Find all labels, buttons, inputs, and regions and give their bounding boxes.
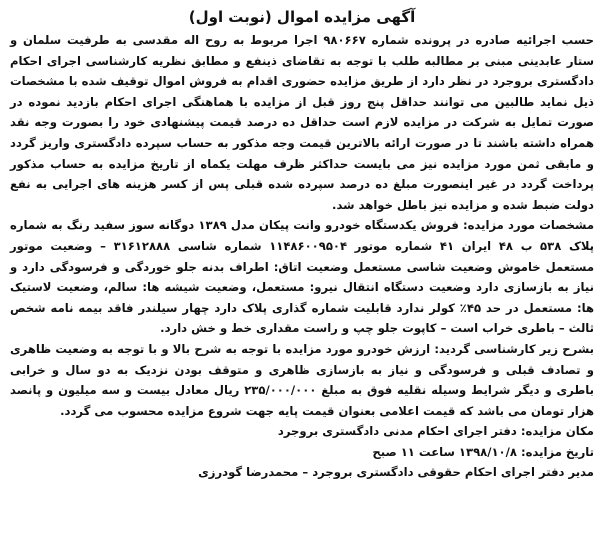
notice-paragraph-specs: مشخصات مورد مزایده: فروش یکدستگاه خودرو وانت پیکان مدل ۱۳۸۹ دوگانه سوز سفید رنگ به شماره پلاک ۵۳۸ ب ۴۸ ایران ۴۱ شماره موتور ۱۱۴۸۶۰۰۹۵۰۴ شماره شاسی ۳۱۶۱۲۸۸۸ – وضعیت موتور مستعمل خاموش وضعیت شاسی مستعمل وضعیت اتاق: اطراف بدنه جلو خوردگی و فرسودگی دارد و نیاز به بازسازی دارد وضعیت دستگاه انتقال نیرو: مستعمل، وضعیت شیشه ها: سالم، وضعیت لاستیک ها: مستعمل در حد ۴۵٪ کولر ندارد قابلیت شماره گذاری پلاک دارد چهار سیلندر فاقد بیمه نامه شخص ثالث – باطری خراب است – کاپوت جلو چپ و راست مقداری خط و خش دارد. bbox=[10, 218, 595, 336]
notice-paragraph-appraisal: بشرح زیر کارشناسی گردید: ارزش خودرو مورد مزایده با توجه به شرح بالا و با توجه به وضعیت ظاهری و تصادف قبلی و فرسودگی و نیاز به بازسازی ظاهری و متوقف بودن نزدیک به دو سال و خرابی باطری و دیگر شرایط وسیله نقلیه فوق به مبلغ ۲۳۵/۰۰۰/۰۰۰ ریال معادل بیست و سه میلیون و پانصد هزار تومان می باشد که قیمت اعلامی بعنوان قیمت پایه جهت شروع مزایده محسوب می گردد. bbox=[10, 341, 594, 418]
notice-paragraph-intro: حسب اجرائیه صادره در پرونده شماره ۹۸۰۶۶۷ اجرا مربوط به روح اله مقدسی به طرفیت سلمان و ستار عابدینی مبنی بر مطالبه طلب با توجه به تقاضای ذینفع و مطابق نظریه کارشناسی اجرای احکام دادگستری بروجرد در نظر دارد از طریق مزایده حضوری اقدام به فروش اموال توقیف شده با مشخصات ذیل نماید طالبین می توانند حداقل پنج روز قبل از مزایده با هماهنگی اجرای احکام بازدید نموده در صورت تمایل به شرکت در مزایده لازم است حداقل ده درصد قیمت پیشنهادی خود را بصورت وجه نقد همراه داشته باشند تا در صورت ارائه بالاترین قیمت وجه مذکور به حساب سپرده دادگستری واریز گردد و مابقی ثمن مورد مزایده نیز می بایست حداکثر ظرف مهلت یکماه از تاریخ مزایده به حساب مذکور پرداخت گردد در غیر اینصورت مبلغ ده درصد سپرده شده قبلی پس از کسر هزینه های اجرایی به نفع دولت ضبط شده و مزایده نیز باطل خواهد شد. bbox=[10, 33, 594, 212]
notice-body bbox=[10, 30, 594, 421]
auction-place: مکان مزایده: دفتر اجرای احکام مدنی دادگستری بروجرد bbox=[277, 424, 594, 439]
signature-line: مدیر دفتر اجرای احکام حقوقی دادگستری بروجرد – محمدرضا گودرزی bbox=[198, 465, 594, 480]
auction-date: تاریخ مزایده: ۱۳۹۸/۱۰/۸ ساعت ۱۱ صبح bbox=[372, 444, 594, 459]
notice-title: آگهی مزایده اموال (نوبت اول) bbox=[188, 8, 416, 26]
